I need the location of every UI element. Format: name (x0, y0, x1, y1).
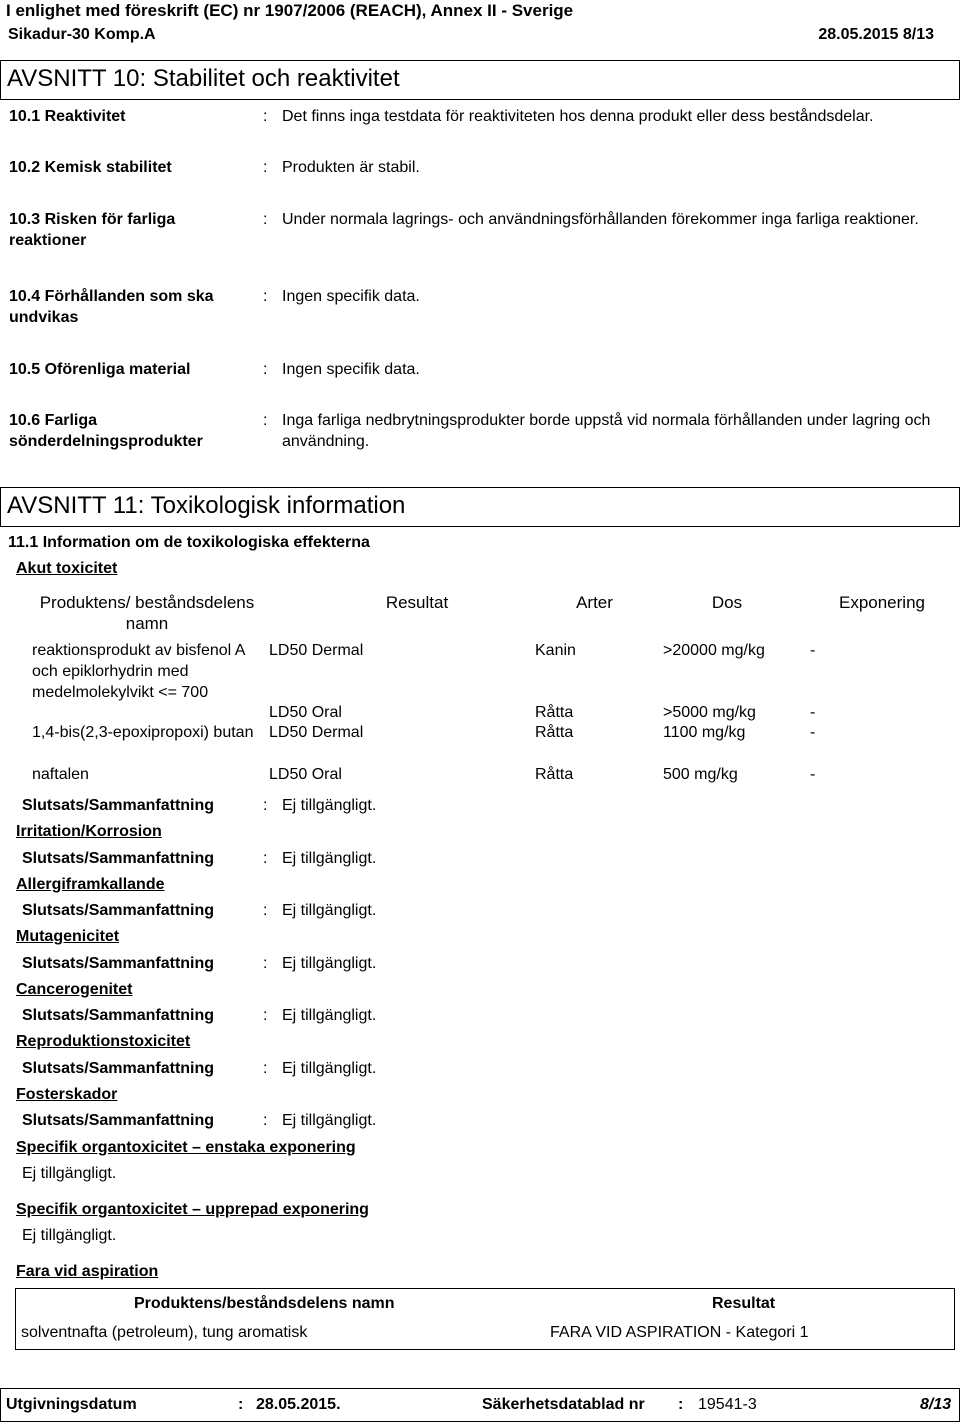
issue-date-label: Utgivningsdatum (6, 1396, 137, 1413)
colon: : (263, 159, 268, 176)
colon: : (678, 1396, 684, 1413)
colon: : (263, 902, 268, 919)
colon: : (263, 955, 268, 972)
item-10-2-label: 10.2 Kemisk stabilitet (9, 159, 172, 176)
acute-toxicity-table (22, 588, 952, 788)
section-11-1-title: 11.1 Information om de toxikologiska effekterna (8, 534, 370, 551)
table-cell-result: LD50 Oral (269, 704, 342, 721)
item-10-3-value: Under normala lagrings- och användningsförhållanden förekommer inga farliga reaktioner. (282, 211, 919, 228)
issue-date: 28.05.2015. (256, 1396, 341, 1413)
summary-label: Slutsats/Sammanfattning (22, 850, 215, 867)
sds-number-label: Säkerhetsdatablad nr (482, 1396, 645, 1413)
table-cell-dose: 1100 mg/kg (663, 724, 746, 741)
item-10-1-value: Det finns inga testdata för reaktiviteten hos denna produkt eller dess beståndsdelar. (282, 108, 874, 125)
summary-value: Ej tillgängligt. (282, 1112, 377, 1129)
subsection-heading: Irritation/Korrosion (16, 823, 162, 840)
item-10-3-label: 10.3 Risken för farliga reaktioner (9, 211, 176, 249)
colon: : (263, 211, 268, 228)
item-10-6-label: 10.6 Farliga sönderdelningsprodukter (9, 412, 203, 450)
table-cell-name: solventnafta (petroleum), tung aromatisk (21, 1324, 308, 1341)
regulation-line: I enlighet med föreskrift (EC) nr 1907/2006 (REACH), Annex II - Sverige (6, 1, 574, 20)
stot-repeated-heading: Specifik organtoxicitet – upprepad exponering (16, 1201, 369, 1218)
table-cell-species: Råtta (535, 704, 574, 721)
product-name: Sikadur-30 Komp.A (8, 26, 156, 43)
item-10-5-label: 10.5 Oförenliga material (9, 361, 191, 378)
table-cell-exposure: - (810, 704, 816, 721)
summary-label: Slutsats/Sammanfattning (22, 1007, 215, 1024)
summary-value: Ej tillgängligt. (282, 797, 377, 814)
stot-single-value: Ej tillgängligt. (22, 1165, 117, 1182)
subsection-heading: Fosterskador (16, 1086, 118, 1103)
col-header-species: Arter (576, 593, 613, 612)
table-cell-dose: >20000 mg/kg (663, 642, 765, 659)
item-10-2-value: Produkten är stabil. (282, 159, 420, 176)
document-footer (0, 1388, 960, 1422)
summary-label: Slutsats/Sammanfattning (22, 1060, 215, 1077)
item-10-4-value: Ingen specifik data. (282, 288, 420, 305)
colon: : (238, 1396, 244, 1413)
col-header-dose: Dos (711, 593, 743, 612)
col-header-name: Produktens/beståndsdelens namn (134, 1295, 395, 1312)
sds-number: 19541-3 (698, 1396, 757, 1413)
summary-value: Ej tillgängligt. (282, 955, 377, 972)
item-10-6-value: Inga farliga nedbrytningsprodukter borde uppstå vid normala förhållanden under lagring och användning. (282, 412, 931, 450)
table-cell-species: Råtta (535, 724, 574, 741)
subsection-heading: Cancerogenitet (16, 981, 133, 998)
subsection-heading: Mutagenicitet (16, 928, 120, 945)
col-header-exposure: Exponering (838, 593, 925, 612)
colon: : (263, 1007, 268, 1024)
table-cell-result: LD50 Dermal (269, 724, 364, 741)
colon: : (263, 797, 268, 814)
table-cell-dose: >5000 mg/kg (663, 704, 756, 721)
summary-label: Slutsats/Sammanfattning (22, 902, 215, 919)
page-number: 8/13 (920, 1396, 952, 1413)
document-header (0, 0, 960, 48)
table-cell-result: LD50 Oral (269, 766, 342, 783)
col-header-name: Produktens/ beståndsdelens namn (39, 593, 255, 633)
colon: : (263, 1112, 268, 1129)
item-10-5-value: Ingen specifik data. (282, 361, 420, 378)
date-page: 28.05.2015 8/13 (818, 26, 934, 43)
colon: : (263, 850, 268, 867)
table-cell-species: Råtta (535, 766, 574, 783)
aspiration-table (15, 1288, 955, 1350)
acute-toxicity-heading: Akut toxicitet (16, 560, 118, 577)
summary-label: Slutsats/Sammanfattning (22, 1112, 215, 1129)
table-row-name: naftalen (32, 766, 89, 783)
summary-value: Ej tillgängligt. (282, 850, 377, 867)
table-cell-exposure: - (810, 642, 816, 659)
section-11-heading: AVSNITT 11: Toxikologisk information (0, 487, 960, 527)
aspiration-heading: Fara vid aspiration (16, 1263, 159, 1280)
colon: : (263, 361, 268, 378)
table-cell-exposure: - (810, 724, 816, 741)
table-cell-dose: 500 mg/kg (663, 766, 738, 783)
summary-value: Ej tillgängligt. (282, 1007, 377, 1024)
summary-label: Slutsats/Sammanfattning (22, 955, 215, 972)
table-cell-exposure: - (810, 766, 816, 783)
stot-single-heading: Specifik organtoxicitet – enstaka exponering (16, 1139, 356, 1156)
table-row-name: reaktionsprodukt av bisfenol A och epiklorhydrin med medelmolekylvikt <= 700 (32, 642, 245, 701)
table-cell-result: FARA VID ASPIRATION - Kategori 1 (550, 1324, 809, 1341)
item-10-1-label: 10.1 Reaktivitet (9, 108, 126, 125)
colon: : (263, 412, 268, 429)
item-10-4-label: 10.4 Förhållanden som ska undvikas (9, 288, 214, 326)
summary-value: Ej tillgängligt. (282, 1060, 377, 1077)
stot-repeated-value: Ej tillgängligt. (22, 1227, 117, 1244)
table-row-name: 1,4-bis(2,3-epoxipropoxi) butan (32, 724, 254, 741)
table-cell-result: LD50 Dermal (269, 642, 364, 659)
colon: : (263, 1060, 268, 1077)
summary-label: Slutsats/Sammanfattning (22, 797, 215, 814)
table-cell-species: Kanin (535, 642, 576, 659)
colon: : (263, 288, 268, 305)
col-header-result: Resultat (385, 593, 449, 612)
summary-value: Ej tillgängligt. (282, 902, 377, 919)
section-10-heading: AVSNITT 10: Stabilitet och reaktivitet (0, 60, 960, 100)
subsection-heading: Allergiframkallande (16, 876, 165, 893)
subsection-heading: Reproduktionstoxicitet (16, 1033, 191, 1050)
colon: : (263, 108, 268, 125)
col-header-result: Resultat (712, 1295, 776, 1312)
